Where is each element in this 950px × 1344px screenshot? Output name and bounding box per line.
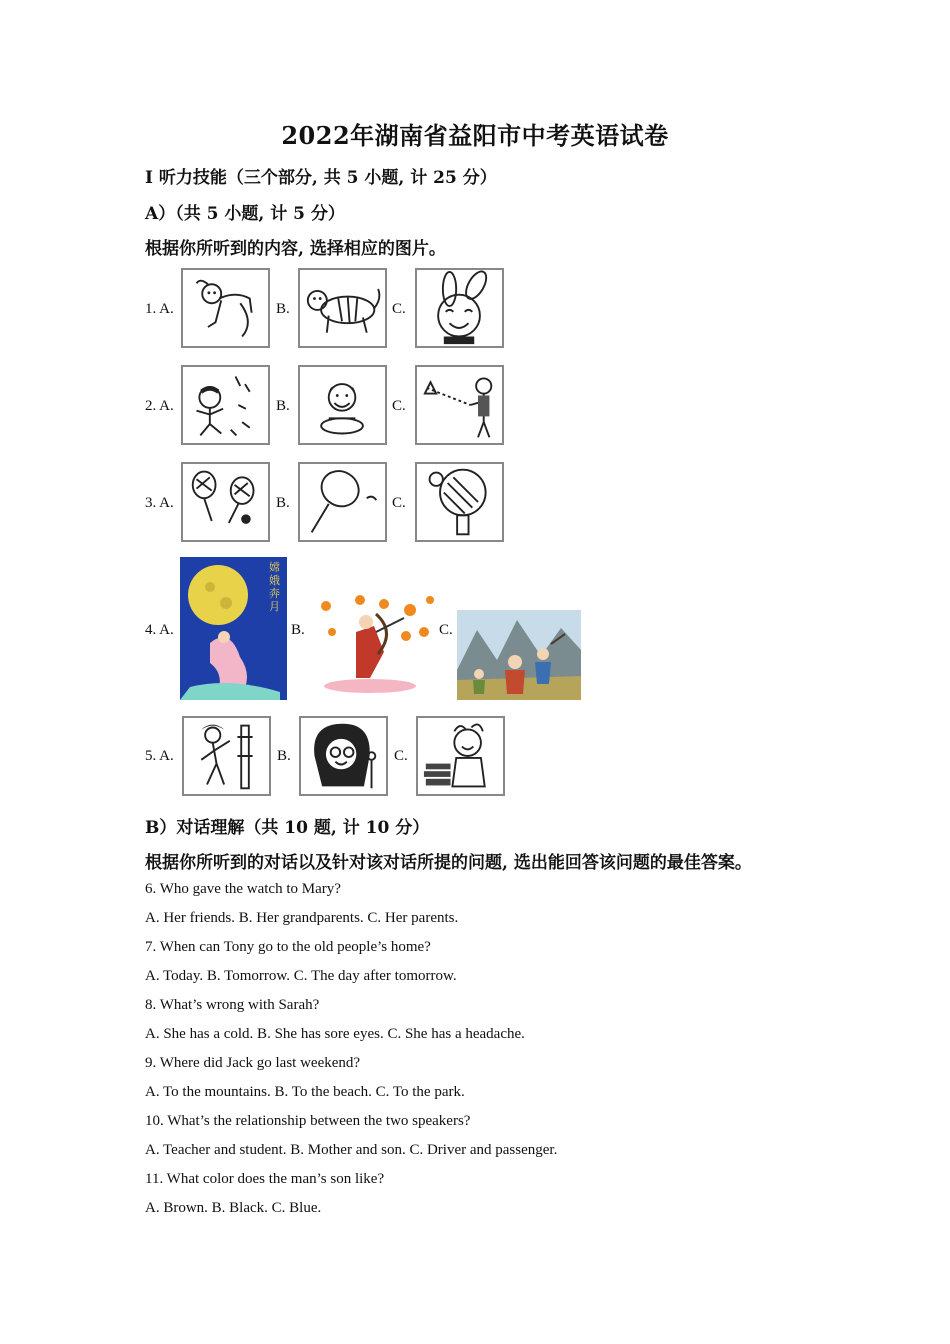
q4-option-a-caption: 嫦娥奔月 [269, 561, 280, 613]
question-9: 9. Where did Jack go last weekend? [145, 1055, 361, 1071]
q1-option-c-label: C. [392, 301, 406, 317]
question-11: 11. What color does the man’s son like? [145, 1171, 385, 1187]
part-a-instruction: 根据你所听到的内容, 选择相应的图片。 [145, 239, 446, 259]
q3-option-b-image[interactable] [298, 462, 387, 542]
q5-option-c-label: C. [394, 748, 408, 764]
page-title: 2022年湖南省益阳市中考英语试卷 [281, 121, 669, 150]
q4-option-b-image[interactable] [312, 592, 437, 697]
q1-option-b-image[interactable] [298, 268, 387, 348]
q4-option-c-label: C. [439, 622, 453, 638]
q2-label: 2. A. [145, 398, 174, 414]
q2-option-a-image[interactable] [181, 365, 270, 445]
question-10: 10. What’s the relationship between the two speakers? [145, 1113, 471, 1129]
question-8: 8. What’s wrong with Sarah? [145, 997, 320, 1013]
question-9-options: A. To the mountains. B. To the beach. C. To the park. [145, 1084, 465, 1100]
part-b-instruction: 根据你所听到的对话以及针对该对话所提的问题, 选出能回答该问题的最佳答案。 [145, 853, 752, 873]
q1-option-a-image[interactable] [181, 268, 270, 348]
q2-option-c-label: C. [392, 398, 406, 414]
q4-option-b-label: B. [291, 622, 305, 638]
q3-option-b-label: B. [276, 495, 290, 511]
question-7-options: A. Today. B. Tomorrow. C. The day after tomorrow. [145, 968, 457, 984]
q1-option-c-image[interactable] [415, 268, 504, 348]
question-6: 6. Who gave the watch to Mary? [145, 881, 341, 897]
q5-option-c-image[interactable] [416, 716, 505, 796]
part-a-heading: A）（共 5 小题, 计 5 分） [145, 204, 345, 224]
question-10-options: A. Teacher and student. B. Mother and son. C. Driver and passenger. [145, 1142, 558, 1158]
q2-option-b-label: B. [276, 398, 290, 414]
q5-option-b-image[interactable] [299, 716, 388, 796]
q4-option-a-image[interactable] [180, 557, 287, 700]
question-6-options: A. Her friends. B. Her grandparents. C. Her parents. [145, 910, 459, 926]
q4-option-c-image[interactable] [457, 610, 581, 700]
part-b-heading: B）对话理解（共 10 题, 计 10 分） [145, 818, 430, 838]
question-11-options: A. Brown. B. Black. C. Blue. [145, 1200, 322, 1216]
q3-option-a-image[interactable] [181, 462, 270, 542]
q2-option-b-image[interactable] [298, 365, 387, 445]
q5-option-b-label: B. [277, 748, 291, 764]
q5-option-a-image[interactable] [182, 716, 271, 796]
q5-label: 5. A. [145, 748, 174, 764]
question-7: 7. When can Tony go to the old people’s home? [145, 939, 431, 955]
section-heading-listening: I 听力技能（三个部分, 共 5 小题, 计 25 分） [145, 168, 497, 188]
q1-label: 1. A. [145, 301, 174, 317]
q3-label: 3. A. [145, 495, 174, 511]
q3-option-c-label: C. [392, 495, 406, 511]
q4-label: 4. A. [145, 622, 174, 638]
q3-option-c-image[interactable] [415, 462, 504, 542]
q1-option-b-label: B. [276, 301, 290, 317]
q2-option-c-image[interactable] [415, 365, 504, 445]
question-8-options: A. She has a cold. B. She has sore eyes. C. She has a headache. [145, 1026, 525, 1042]
